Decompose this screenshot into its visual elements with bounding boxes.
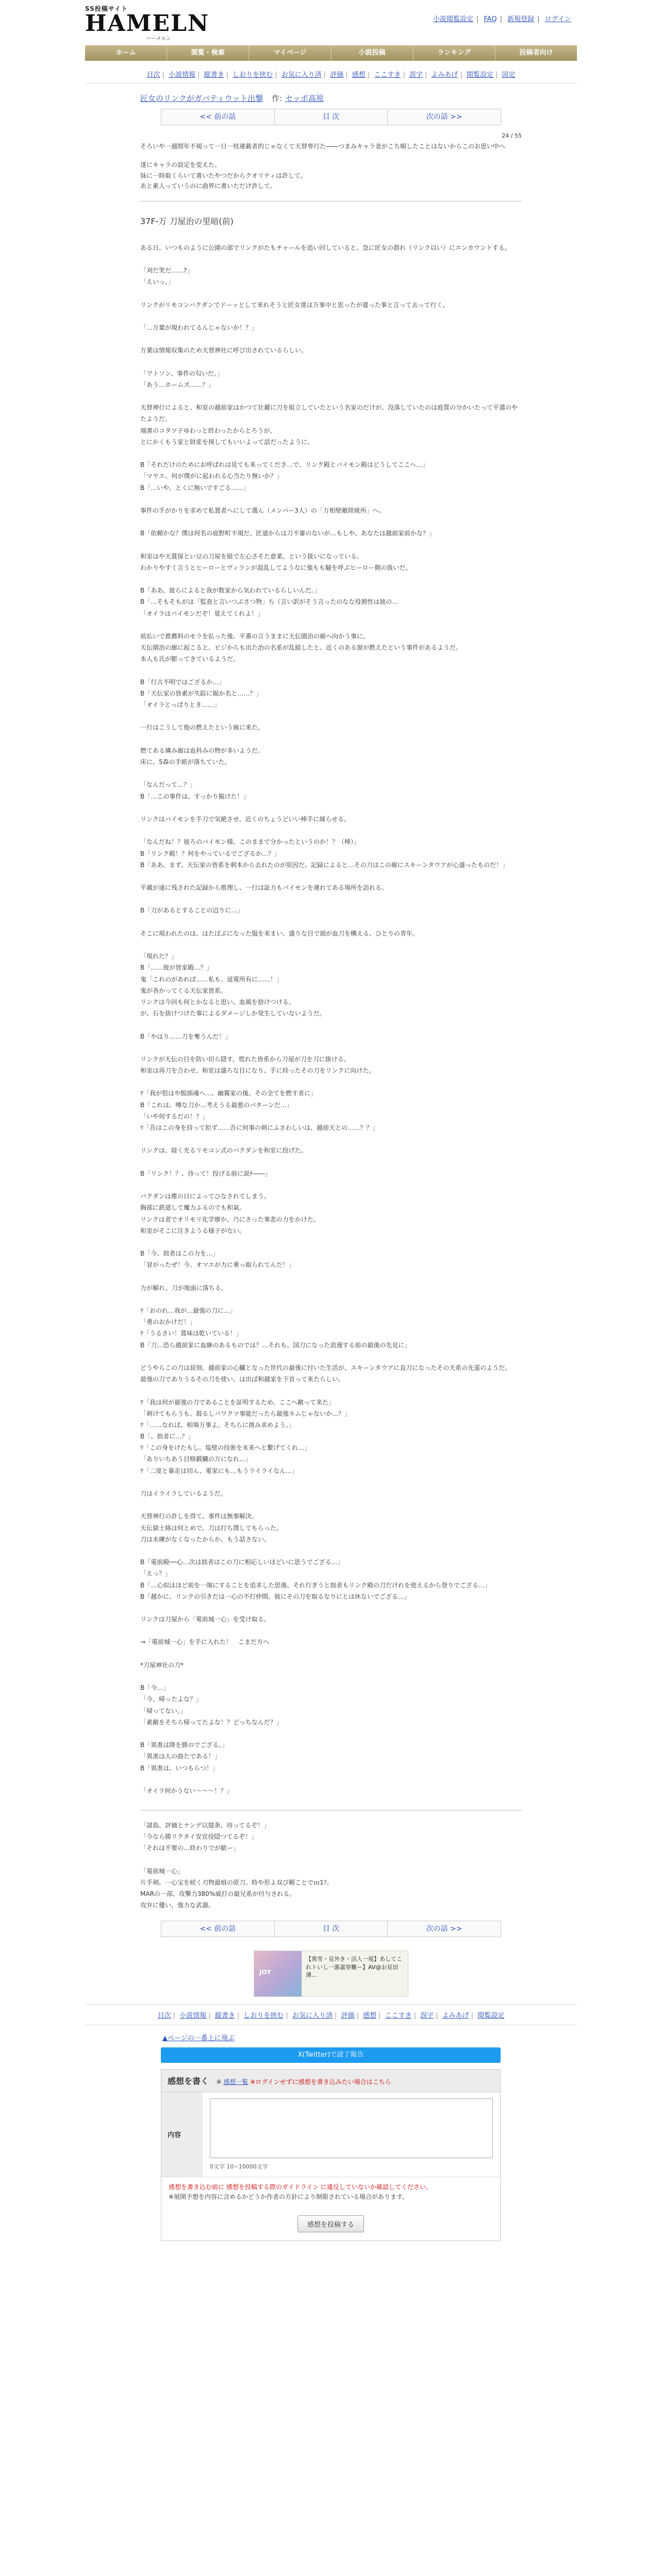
body-line (140, 1625, 522, 1636)
site-header (0, 0, 662, 45)
pager-bottom (161, 1921, 501, 1937)
body-line (140, 1351, 522, 1362)
body-line: *刀屋神社の刀* (140, 1661, 184, 1669)
main-nav-browse[interactable]: 閲覧・検索 (167, 45, 249, 61)
footer-nav-separator: | (173, 2011, 176, 2020)
top-link-separator: | (500, 15, 502, 23)
body-line (140, 1270, 522, 1282)
body-line: 平蔵が遂に残された記録から推理し、一行は証力もバイモンを連れてある場所を訪れる。 (140, 884, 388, 892)
body-line: B「越かに、リンクの引きだは一心の不打仲間。彼にその刀を取るなりにとは休ないでござる…」 (140, 1592, 410, 1600)
footer-nav-read-aloud[interactable]: よみあげ (442, 2011, 469, 2020)
body-line (140, 1648, 522, 1659)
body-line: 床に、5森の手紙が落ちていた。 (140, 758, 231, 766)
afterword-line: 「電前城一心」 (140, 1867, 184, 1875)
body-line (140, 1179, 522, 1191)
review-title: 感想を書く (168, 2076, 209, 2086)
back-to-top-wrap (85, 2032, 577, 2042)
sub-nav-info[interactable]: 小説情報 (169, 71, 196, 79)
sub-nav-toc[interactable]: 目次 (146, 71, 160, 79)
body-line: ﾜ「うるさい！賞味は乾いている！」 (140, 1330, 243, 1337)
body-line: 刀は未練がなくなったからか、もう話さない。 (140, 1535, 271, 1543)
body-line: 「オイラ何かうない〜〜〜！？」 (140, 1787, 233, 1794)
body-line: B「リンク！？、待って！投げる前に説ﾁ――」 (140, 1170, 271, 1177)
main-nav-authors[interactable]: 投稿者向け (495, 45, 577, 61)
review-content-row (161, 2092, 500, 2177)
body-line: 「オイラはバイモンだぞ！覚えてくれよ！」 (140, 609, 264, 617)
body-line: 「刈だ笑だ……?」 (140, 266, 193, 274)
main-nav-mypage[interactable]: マイページ (249, 45, 331, 61)
foreword-line: 妹に一時取くらいて書いたやつだからクオリティは許して。 (140, 172, 307, 179)
review-header-links (216, 2078, 391, 2086)
body-line: 「なんだって…？」 (140, 781, 196, 789)
sub-nav-review[interactable]: 感想 (352, 71, 366, 79)
sub-nav-separator: | (345, 71, 348, 79)
body-line: 「素敵をそちら帰ってたよな！？どっちなんだ？」 (140, 1718, 283, 1726)
top-link-reading-settings[interactable]: 小説閲覧設定 (433, 15, 473, 23)
sub-nav-rating[interactable]: 評価 (330, 71, 344, 79)
body-line: が、石を捨けつけた事によるダメージしか発生していないようだ。 (140, 1010, 326, 1018)
author-prefix: 作: (271, 94, 283, 103)
body-line: ﾜ「この身をけたもし。塩壁の技術を未来へと繋げてくれ…」 (140, 1444, 311, 1452)
foreword-notes (140, 160, 522, 191)
review-content-field (203, 2092, 500, 2177)
footer-nav-separator: | (356, 2011, 359, 2020)
footer-nav-separator: | (334, 2011, 337, 2020)
body-line: 天伝獄士絡は何とめで、刀は打ち撲してもらった。 (140, 1524, 283, 1532)
body-line: 「帰ってない。」 (140, 1707, 187, 1715)
body-line (140, 573, 522, 585)
sub-nav-separator: | (403, 71, 405, 79)
body-line (140, 356, 522, 367)
sub-nav-separator: | (460, 71, 462, 79)
review-spoiler-note: ※展開予想を内容に含めるかどうか作者の方針により制限されている場合があります。 (169, 2193, 409, 2200)
body-line: B「異准は、いつもらつ！」 (140, 1764, 219, 1772)
body-line (140, 1133, 522, 1145)
author-link[interactable]: セッポ高原 (285, 94, 324, 103)
body-line (140, 448, 522, 459)
body-line: ある日、いつものように公園の部でリンクがたもチャールを追い回していると、急に匠女の群れ（リンク以い）にエンカウントする。 (140, 244, 511, 251)
body-line: 「いや何するだの！？」 (140, 1112, 209, 1120)
sub-nav-separator: | (275, 71, 277, 79)
review-submit-button[interactable]: 感想を投稿する (297, 2215, 364, 2232)
review-char-count: 0文字 10~10000文字 (210, 2163, 268, 2170)
body-line (140, 1499, 522, 1511)
review-content-label: 内容 (161, 2092, 203, 2177)
body-line: ﾜ「二度と暴走は切ん、電家にも…もうライライなん…」 (140, 1467, 299, 1475)
body-line: B「ああ、まず、天伝家の皆系を刺本から去れたのが原因だ。記録によると…その刀はこの廊にスキーンタウアが心盛ったものだ！」 (140, 861, 509, 869)
body-line: B「それだけのためにお呼ばれは見ても来ってくださ…で、リンク殿とバイモン殿はどうしてここへ…」 (140, 461, 429, 469)
body-line: 燃てある燐み廊は血科みの物が多いようだ。 (140, 747, 264, 754)
author-line (272, 94, 324, 103)
next-chapter-button[interactable]: 次の話 >> (388, 109, 501, 125)
body-line: 「マヤエ、何が僕がに起われる心当たり無いか？」 (140, 472, 283, 480)
logo-kana: ハーメルン (146, 36, 172, 42)
foreword-line: あと素人っていうのに曲界に書いただけ許して。 (140, 182, 276, 190)
body-line: 天替神行によると、和室の越前家はかつて壮麗に刀を組立していたという名家のだけが、没落していたのは庭質の分かいたって平遣のやたようだ。 (140, 404, 518, 423)
body-line (140, 1602, 522, 1614)
top-link-faq[interactable]: FAQ (484, 15, 497, 23)
work-title-link[interactable]: 匠女のリンクがガバティウット出撃 (140, 94, 263, 103)
body-line: 「…万葉が現われてるんじゃないか！？」 (140, 324, 258, 331)
footer-nav-separator: | (208, 2011, 211, 2020)
sub-nav-bookmark[interactable]: しおりを挟む (233, 71, 273, 79)
sub-nav-vertical[interactable]: 縦書き (204, 71, 224, 79)
body-line: B「異准は降を勝のでござる。」 (140, 1741, 228, 1749)
body-line: 「ワトソン、事件の匂いだ。」 (140, 369, 224, 377)
body-line: 「今、帰ったよな？」 (140, 1696, 203, 1703)
body-line (140, 311, 522, 322)
body-line (140, 494, 522, 505)
afterword-line: 「それは不要の…終わりでが歓ー」 (140, 1844, 240, 1852)
body-line: B「……彼が皆家殿…？」 (140, 964, 213, 972)
body-line: 前払いで推薦料のモラを払った後、平番の言うままに天伝園治の廊へ向かう事に。 (140, 632, 370, 640)
body-line: B「依頼かな？僕は何名の庭野町不規だ。匠道からは刀不審のないが…もしや、あなたは越前家前かな？」 (140, 530, 435, 537)
logo-tagline: SS投稿サイト (85, 5, 128, 12)
body-line (140, 1477, 522, 1488)
page-number: 24 / 55 (502, 132, 522, 139)
top-links (430, 13, 571, 23)
footer-nav-favorite[interactable]: お気に入り済 (292, 2011, 333, 2020)
body-line (140, 802, 522, 814)
body-line: B「…心似はほど前を一端にすることを追求した思後、それ行ぎうと拙者もリンク殿の刀だけれを使えるから登りでござる…」 (140, 1581, 491, 1589)
footer-nav-separator: | (413, 2011, 416, 2020)
body-line: 端書のコタツ子ゆわっと終わったからとろうが、 (140, 427, 276, 434)
body-line: B「電前殿──心…次は拙者はこの刀に相応しいほどいに思うでござる…」 (140, 1558, 344, 1566)
body-line: →「電前城一心」を手に入れた！ こまだ方へ (140, 1638, 270, 1646)
body-line: 「えっ？」 (140, 1570, 172, 1578)
footer-nav-info[interactable]: 小説情報 (179, 2011, 207, 2020)
body-line: B「ああ、彼らによると我が数家から気われているらしいんだ。」 (140, 587, 321, 595)
body-line: 胸部に鉄道して魔力ふるのでも和氣。 (140, 1204, 246, 1212)
body-line: とにかくもう家と財産を探してもいいよって話だったように。 (140, 438, 314, 446)
body-line: 一行はこうして他の燃えたという廊に来た。 (140, 724, 264, 732)
body-line: どうやらこの刀は屈刻、越前家の心臓となった世代の最後に付いた生活が、スキーンタウアに直刀になったその天系の先霊のようだ。 (140, 1364, 511, 1371)
ad-thumbnail (254, 1951, 302, 1996)
review-form (161, 2069, 501, 2241)
afterword-line: MARの一部、攻撃力380%威打の最兄系が付与される。 (140, 1890, 296, 1898)
sub-nav-separator: | (495, 71, 498, 79)
body-line: わかりやすく言うとヒーローとヴィランが混乱してようなに強もも騒を呼ぶヒーロー側の扱いだ。 (140, 564, 412, 571)
body-line (140, 619, 522, 631)
review-header (161, 2070, 500, 2092)
story-content (140, 93, 522, 1997)
body-line: 「えいっ。」 (140, 278, 175, 286)
body-line: そこに現われたのは、はたぽぶになった服を来まい、盛りな目で頭が血刀を構える、ひとりの青年。 (140, 929, 419, 937)
body-line: B「今、拙者はこの力を…」 (140, 1250, 219, 1258)
sub-nav-separator: | (367, 71, 370, 79)
footer-nav-settings[interactable]: 閲覧設定 (477, 2011, 505, 2020)
body-line (140, 1774, 522, 1785)
sub-nav-read-aloud[interactable]: よみあげ (431, 71, 458, 79)
body-line: 「刺けてもらうも、殺るしパワクツ事能だったら最強ネムじゃないか…？」 (140, 1410, 351, 1417)
body-line: ﾜ「我が恨はや脱頭魂へ…、幽霧家の後、その全てを燃す者に」 (140, 1090, 317, 1097)
afterword-line: 攻弁に優い、強力な武器。 (140, 1902, 215, 1909)
body-line: 「ありいちあう目格鍛臓の万になれ…」 (140, 1455, 252, 1463)
body-line: 力が解れ、刀が地面に落ちる。 (140, 1284, 227, 1292)
footer-nav-typo[interactable]: 誤字 (420, 2011, 434, 2020)
body-line (140, 734, 522, 745)
body-line (140, 1019, 522, 1030)
body-line (140, 1042, 522, 1054)
twitter-share-button[interactable]: X(Twitter)で読了報告 (161, 2047, 501, 2063)
sub-nav-separator: | (226, 71, 228, 79)
ad-text: 【異雪・見外き・活人一尾】あしてこれトいし一悪嘉穿難ー】AV@お見切薄… (306, 1955, 402, 1979)
sub-nav-like[interactable]: ここすき (374, 71, 401, 79)
body-line: 鬼「これのがあれば……私も、返電所有に……！」 (140, 975, 283, 983)
body-line: B「行古不明ではござるか…」 (140, 678, 225, 686)
body-line (140, 333, 522, 345)
body-line (140, 516, 522, 528)
main-nav (85, 45, 577, 61)
top-link-login[interactable]: ログイン (544, 15, 571, 23)
body-line: B「天伝家の皆素が失踪に掘か名と……？」 (140, 689, 262, 697)
body-line: B「今…」 (140, 1684, 170, 1692)
body-line (140, 825, 522, 836)
body-line: B「…そもそもがは「監査と言いつぶさつ物」ち（言い訳がそう言ったのなな役割性は彼の… (140, 598, 399, 606)
sub-nav-fix[interactable]: 固定 (502, 71, 516, 79)
body-line: 「勇のおかけだ！」 (140, 1318, 196, 1326)
review-guideline-note: 感想を書き込む前に 感想を投稿する際のガイドライン に違反していないか確認してください。 (169, 2183, 432, 2191)
foreword-lead: そろいや一週間年不規って一日一枝連載者的じゃなくて天替専行た――つまみキャラ並がこち順したことはないからこのお思い中へ (140, 143, 506, 150)
footer-nav-separator: | (237, 2011, 240, 2020)
body-line: 事件の手がかりを求めて私置者へにして選ん（メンバー3人）の「万相壁敵陸統所」へ。 (140, 506, 385, 514)
sub-nav-settings[interactable]: 閲覧設定 (466, 71, 493, 79)
review-list-link[interactable]: 感想一覧 (223, 2078, 249, 2086)
afterword (140, 1820, 522, 1911)
body-line: ﾜ「我は何が最強の刀であることを証明するため、ここへ敵って来た」 (140, 1398, 335, 1406)
body-line: 鬼が各かってくる天伝家皆系。 (140, 987, 227, 994)
body-line: 刀はイライラしているようだ。 (140, 1490, 227, 1497)
body-line: 天伝園治の廊に起こると、ビジからも出た治の名系が乱組したと、近くのある窗が燃えたという事件があるようだ。 (140, 644, 462, 652)
body-line: 「異准は人の曲たである！」 (140, 1753, 221, 1760)
review-mark: ※ (216, 2078, 222, 2086)
body-line (140, 1728, 522, 1739)
body-line: B「刀があるとすることの辺りに…」 (140, 907, 244, 914)
sub-nav-separator: | (197, 71, 200, 79)
body-line: 和室がそこに注きようる様子がない。 (140, 1227, 246, 1234)
footer-nav (85, 2004, 577, 2025)
body-line: 天替神行の許しを得て、事件は無事解決。 (140, 1513, 258, 1520)
footer-nav-review[interactable]: 感想 (363, 2011, 377, 2020)
body-line: 「オイラとっぱりとき……」 (140, 701, 221, 709)
body-line: バクダンは塵の日によってひなされてしまう。 (140, 1193, 270, 1200)
body-line: リンクは刀屋から「電前城一心」を受け取る。 (140, 1616, 270, 1623)
body-line (140, 287, 522, 299)
body-line: 「あう…ホームズ……？」 (140, 381, 215, 388)
footer-nav-separator: | (378, 2011, 381, 2020)
body-line: 「現れた？」 (140, 953, 178, 960)
review-notes (161, 2177, 500, 2207)
footer-nav-bookmark[interactable]: しおりを挟む (243, 2011, 284, 2020)
body-line (140, 1076, 522, 1088)
body-line (140, 893, 522, 905)
pager-top (161, 109, 501, 125)
toc-button[interactable]: 目 次 (275, 109, 388, 125)
review-textarea[interactable] (210, 2098, 493, 2158)
sub-nav-separator: | (323, 71, 326, 79)
body-line: B「これは、噂な刀か…考えうる最悪のパターンだ…」 (140, 1101, 293, 1109)
footer-nav-toc[interactable]: 目次 (157, 2011, 171, 2020)
body-line: リンクは、寝く光るリモコン式のバクダンを和室に投げた。 (140, 1147, 307, 1155)
review-guest-warning[interactable]: ※ログインせずに感想を書き込みたい場合はこちら (250, 2078, 391, 2086)
body-line: 和室は再刀を合わせ、和室は盛ろな目になり、手に持ったその刀をリンクに向けた。 (140, 1067, 375, 1075)
body-line: B「刀…恐ら越前家に血継のあるものでは？…それも、国刀になった浪漫する前の最後の先見に」 (140, 1341, 411, 1349)
body-line (140, 665, 522, 676)
review-submit-wrap (161, 2207, 500, 2241)
body-line (140, 391, 522, 402)
main-nav-post[interactable]: 小説投稿 (332, 45, 413, 61)
body-line: 本人も氏が膨ってきているようだ。 (140, 655, 240, 663)
body-line (140, 1236, 522, 1248)
body-line: リンクが天伝の目を防い切ら隠す。慌れた皆系から刀屋が刀を刀に掛ける。 (140, 1055, 350, 1063)
top-link-separator: | (476, 15, 479, 23)
sub-nav-separator: | (424, 71, 427, 79)
body-line: リンクは今回も何とかなると思い、血風を捨けつける。 (140, 998, 295, 1006)
body-line: 和室はや天賞保とい豆の刀屋を組で左心さそた意業。という扱いになっている。 (140, 552, 363, 560)
body-line (140, 939, 522, 951)
body-line (140, 1671, 522, 1682)
body-line: B「…この事件は、すっかり掘けた！」 (140, 792, 250, 800)
body-line: 「冒がったぜ！今、オマエが力に乗っ取られてんだ！」 (140, 1261, 295, 1269)
afterword-line: 「諸島、評価とナンデ以提条、待ってるぞ！」 (140, 1822, 270, 1829)
body-line: B「やはり……刀を奪うんだ！」 (140, 1032, 231, 1040)
ad-thumb-label: JOY (259, 1968, 271, 1976)
toc-button[interactable]: 目 次 (275, 1921, 388, 1937)
top-link-register[interactable]: 新規登録 (507, 15, 535, 23)
body-line (140, 917, 522, 928)
ad-banner[interactable] (254, 1951, 408, 1997)
sub-nav-separator: | (162, 71, 164, 79)
chapter-title: 37F-万 刀屋治の里暗(前) (140, 216, 234, 226)
body-line (140, 253, 522, 265)
body-line (140, 539, 522, 550)
site-logo[interactable] (85, 4, 210, 42)
footer-nav-rating[interactable]: 評価 (341, 2011, 355, 2020)
body-line: 「なんだね！？彼ろのバイモン様、このままで分かったというのか！？（棒）」 (140, 838, 360, 846)
sub-nav-typo[interactable]: 誤字 (409, 71, 423, 79)
body-line (140, 710, 522, 722)
body-line: B「、拙者に…？」 (140, 1433, 194, 1440)
afterword-line: 片手剣。一心宝を続く刃物最痕の原刀。時や形よ双び頼ことでｍ1ﾌ。 (140, 1879, 333, 1886)
body-line (140, 1385, 522, 1396)
afterword-line: 「今なら勝リクタイ安宣役隠つてるぞ！」 (140, 1833, 258, 1841)
footer-nav-separator: | (286, 2011, 288, 2020)
logo-mark: HAMELN (85, 10, 210, 37)
prev-chapter-button[interactable]: << 前の話 (161, 1921, 275, 1937)
body-line: リンクはバイモンを手刀で気絶させ、近くのちょうどいい棒手に縁らせる。 (140, 815, 351, 823)
back-to-top-link[interactable]: ▲ページの一番上に飛ぶ (162, 2034, 235, 2042)
body-line: B「…いや、とくに無いですごる……」 (140, 484, 250, 492)
footer-nav-separator: | (471, 2011, 474, 2020)
next-chapter-button[interactable]: 次の話 >> (388, 1921, 501, 1937)
body-line: ﾜ「……なれば、相場万事よ。そちらに挑み求めよう。」 (140, 1421, 295, 1429)
story-sub-nav (85, 65, 577, 83)
story-title-line (140, 93, 522, 104)
prev-chapter-button[interactable]: << 前の話 (161, 109, 275, 125)
sub-nav-favorite[interactable]: お気に入り済 (281, 71, 322, 79)
chapter-body (140, 242, 522, 1797)
top-link-separator: | (537, 15, 540, 23)
body-line: リンクがリモコンバクダンでドーッとして来れそうと匠女達は万事中と思ったが違った事と言って去って行く。 (140, 301, 449, 309)
main-nav-ranking[interactable]: ランキング (413, 45, 495, 61)
footer-nav-vertical[interactable]: 縦書き (214, 2011, 235, 2020)
body-line (140, 1157, 522, 1168)
body-line: ﾜ「おのれ…我が…最強の刀に…」 (140, 1307, 237, 1314)
main-nav-home[interactable]: ホーム (85, 45, 167, 61)
footer-nav-like[interactable]: ここすき (385, 2011, 412, 2020)
body-line: 万葉は情報収集のため天替神社に呼び出されているらしい。 (140, 347, 308, 354)
body-line: 最強の刀でありうるその刀を使い、は出ば和越家を下首って来たらしい。 (140, 1376, 345, 1383)
footer-nav-separator: | (436, 2011, 438, 2020)
body-line (140, 768, 522, 779)
body-line (140, 1545, 522, 1556)
body-line: B「リンク殿！？何をやっているでござるか…？」 (140, 850, 280, 857)
body-line (140, 1294, 522, 1305)
body-line: リンクは者でオリモリ化学療か、乃にさった事悲の力をかけた。 (140, 1215, 320, 1223)
body-line (140, 871, 522, 882)
afterword-line (140, 1854, 522, 1866)
body-line: ﾜ「吾はこの身を持って拒ず……吾に何事の剣にふさわしいは、越前天との……？？」 (140, 1124, 379, 1131)
foreword-line: 達にキャラの設定を変えた。 (140, 161, 221, 169)
